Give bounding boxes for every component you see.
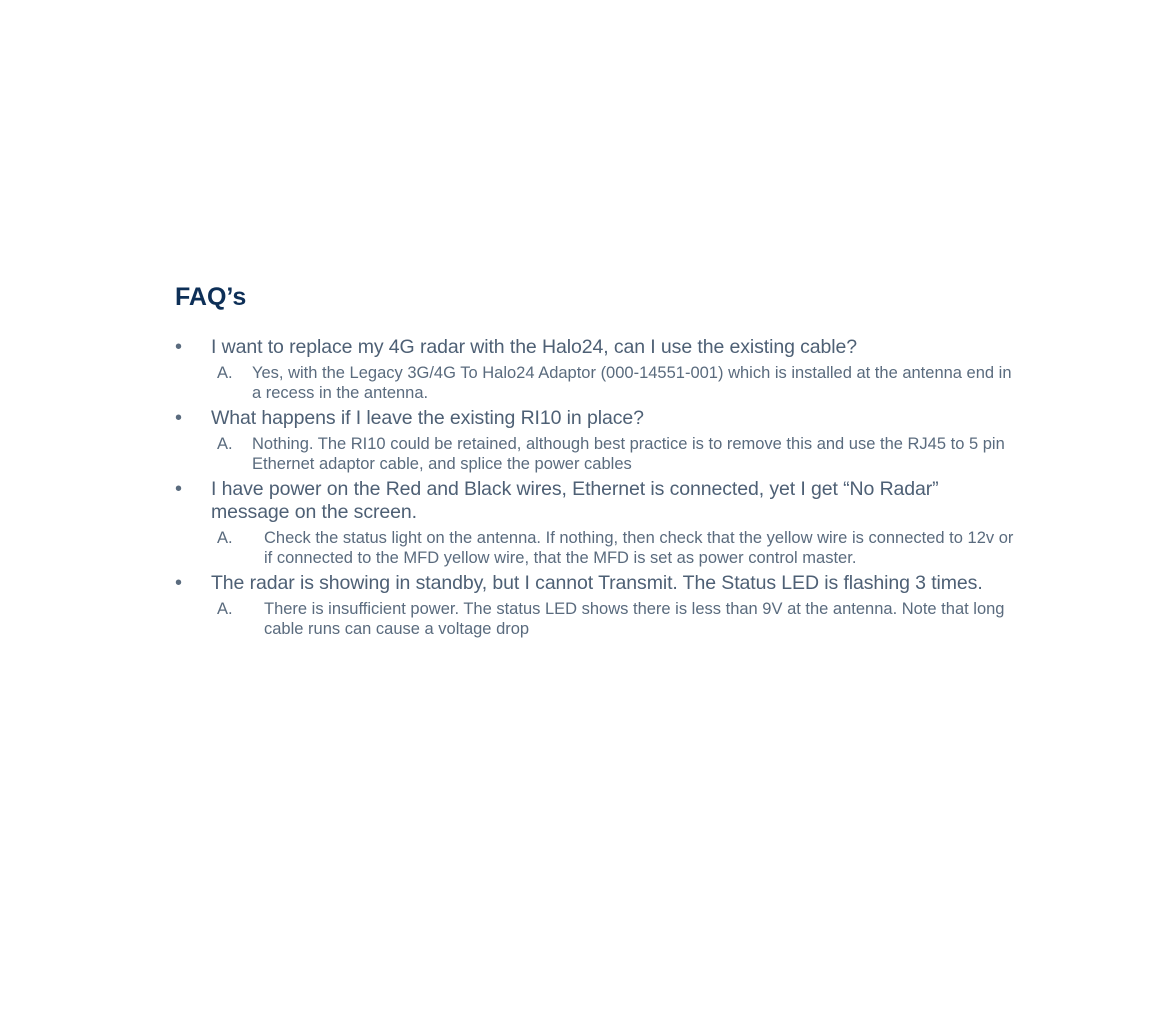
answer-marker: A.	[217, 435, 233, 453]
answer-marker: A.	[217, 600, 233, 618]
faq-question-4: The radar is showing in standby, but I cannot Transmit. The Status LED is flashing 3 times.	[211, 572, 983, 594]
faq-question-3: I have power on the Red and Black wires, Ethernet is connected, yet I get “No Radar” message on the screen.	[211, 478, 939, 523]
faq-item-3	[175, 478, 1015, 568]
bullet-icon: •	[175, 407, 183, 429]
faq-answer-2	[217, 434, 1015, 474]
answer-text: Yes, with the Legacy 3G/4G To Halo24 Adaptor (000-14551-001) which is installed at the antenna end in a recess in the antenna.	[252, 364, 1012, 402]
answer-text: There is insufficient power. The status LED shows there is less than 9V at the antenna. Note that long cable runs can cause a voltage drop	[264, 600, 1005, 638]
faq-answer-4	[217, 599, 1015, 639]
faq-question-2: What happens if I leave the existing RI10 in place?	[211, 407, 644, 429]
faq-list	[175, 336, 1015, 643]
page-title: FAQ’s	[175, 283, 247, 311]
faq-answer-3	[217, 528, 1015, 568]
faq-item-1	[175, 336, 1015, 403]
faq-question-1: I want to replace my 4G radar with the Halo24, can I use the existing cable?	[211, 336, 858, 358]
faq-item-4	[175, 572, 1015, 639]
faq-answer-1	[217, 363, 1015, 403]
answer-text: Check the status light on the antenna. If nothing, then check that the yellow wire is connected to 12v or if connected to the MFD yellow wire, that the MFD is set as power control master.	[264, 529, 1014, 567]
answer-text: Nothing. The RI10 could be retained, although best practice is to remove this and use the RJ45 to 5 pin Ethernet adaptor cable, and splice the power cables	[252, 435, 1005, 473]
answer-marker: A.	[217, 364, 233, 382]
bullet-icon: •	[175, 572, 183, 594]
bullet-icon: •	[175, 478, 183, 500]
faq-item-2	[175, 407, 1015, 474]
bullet-icon: •	[175, 336, 183, 358]
answer-marker: A.	[217, 529, 233, 547]
